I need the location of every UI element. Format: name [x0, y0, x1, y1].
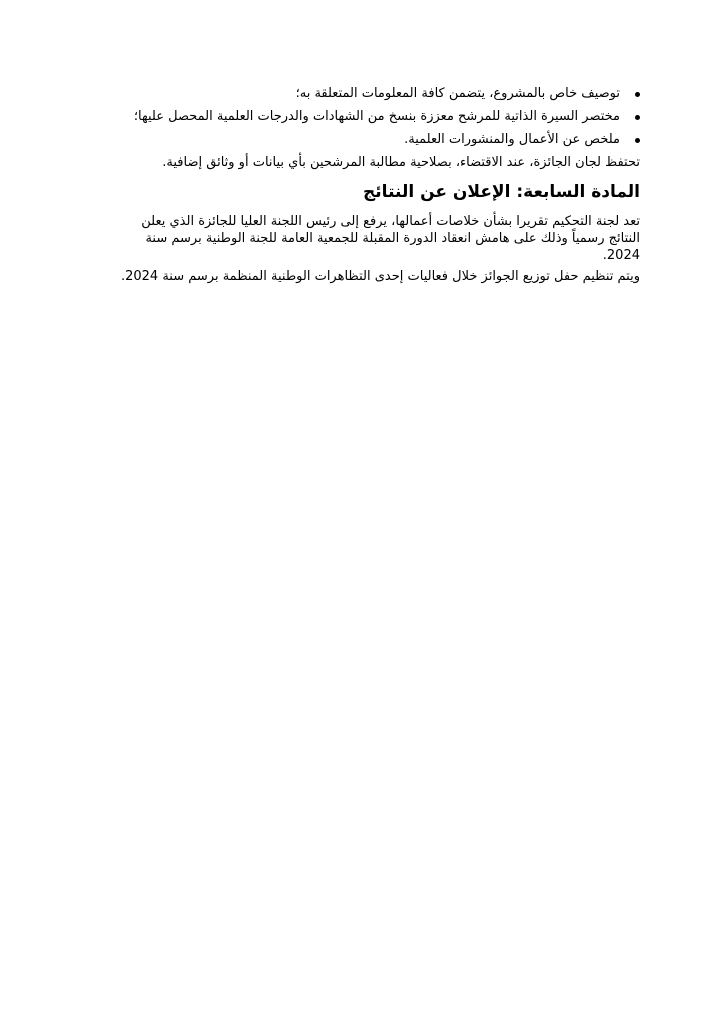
list-item [112, 108, 640, 125]
bullet-icon [635, 92, 640, 97]
list-item-text: ملخص عن الأعمال والمنشورات العلمية. [404, 132, 620, 147]
list-item-text: توصيف خاص بالمشروع، يتضمن كافة المعلومات المتعلقة به؛ [295, 86, 620, 101]
list-item [112, 131, 640, 148]
list-item-text: مختصر السيرة الذاتية للمرشح معززة بنسخ من الشهادات والدرجات العلمية المحصل عليها؛ [133, 109, 620, 124]
requirements-list [112, 85, 640, 148]
note-paragraph: تحتفظ لجان الجائزة، عند الاقتضاء، بصلاحية مطالبة المرشحين بأي بيانات أو وثائق إضافية. [162, 155, 640, 170]
section-heading: المادة السابعة: الإعلان عن النتائج [363, 182, 640, 202]
section-paragraph: تعد لجنة التحكيم تقريرا بشأن خلاصات أعمالها، يرفع إلى رئيس اللجنة العليا للجائزة الذي يعلن النتائج رسمياً وذلك على هامش انعقاد الدورة المقبلة للجمعية العامة للجنة الوطنية برسم سنة 2024. [141, 214, 640, 263]
document-page [112, 82, 640, 289]
list-item [112, 85, 640, 102]
section-paragraph: ويتم تنظيم حفل توزيع الجوائز خلال فعاليات إحدى التظاهرات الوطنية المنظمة برسم سنة 2024. [120, 269, 640, 284]
bullet-icon [635, 115, 640, 120]
bullet-icon [635, 138, 640, 143]
